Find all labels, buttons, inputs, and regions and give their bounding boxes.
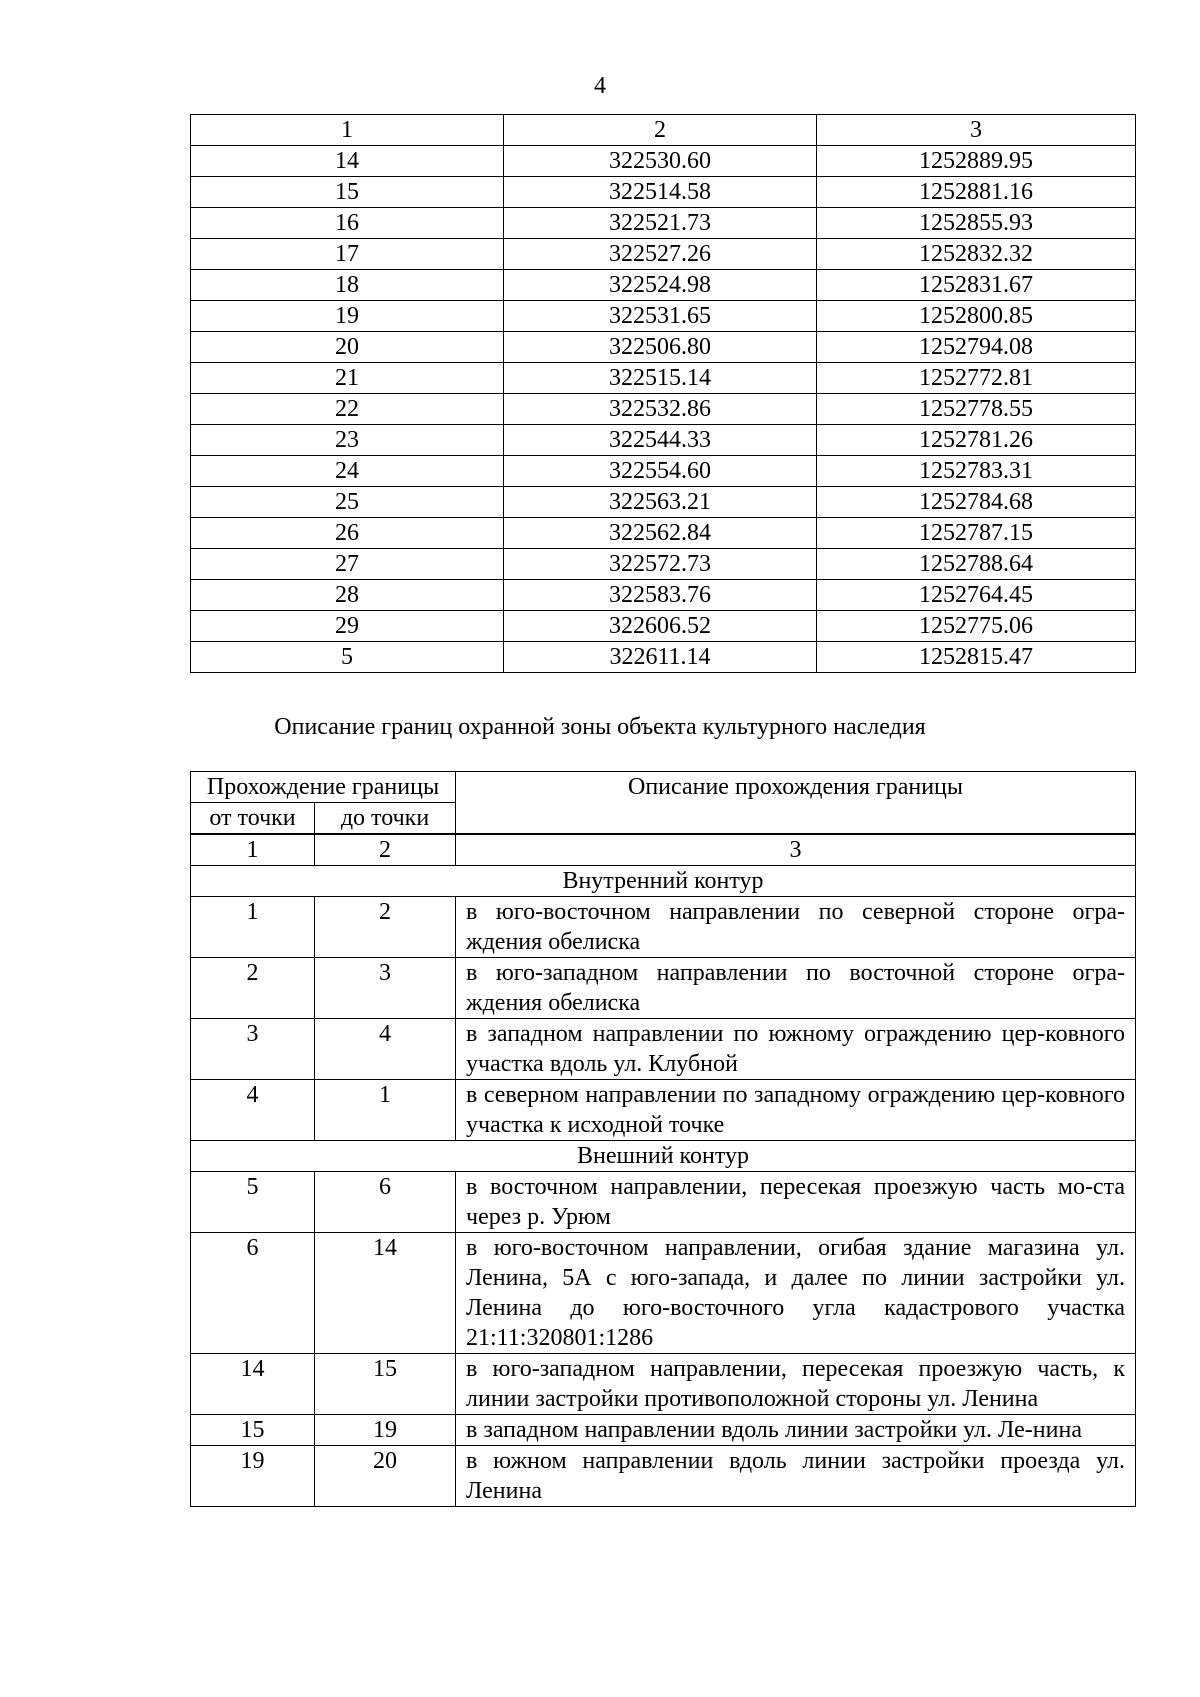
to-point: 1 bbox=[315, 1080, 456, 1141]
y-coordinate: 1252784.68 bbox=[817, 487, 1136, 518]
x-coordinate: 322521.73 bbox=[504, 208, 817, 239]
passage-description: в юго-восточном направлении, огибая здание магазина ул. Ленина, 5А с юго-запада, и далее по линии застройки ул. Ленина до юго-восточного угла кадастрового участка 21:11:320801:1286 bbox=[456, 1233, 1136, 1354]
x-coordinate: 322606.52 bbox=[504, 611, 817, 642]
column-header: 2 bbox=[504, 115, 817, 146]
passage-header: Прохождение границы bbox=[191, 772, 456, 803]
passage-description: в западном направлении вдоль линии застройки ул. Ле-нина bbox=[456, 1415, 1136, 1446]
inner-contour-row bbox=[191, 866, 1136, 897]
table-row bbox=[191, 611, 1136, 642]
from-point: 5 bbox=[191, 1172, 315, 1233]
column-number: 2 bbox=[315, 835, 456, 866]
from-point: 14 bbox=[191, 1354, 315, 1415]
page-number: 4 bbox=[594, 73, 606, 99]
y-coordinate: 1252781.26 bbox=[817, 425, 1136, 456]
from-point: 3 bbox=[191, 1019, 315, 1080]
x-coordinate: 322611.14 bbox=[504, 642, 817, 673]
y-coordinate: 1252788.64 bbox=[817, 549, 1136, 580]
description-header: Описание прохождения границы bbox=[456, 772, 1136, 834]
to-point: 19 bbox=[315, 1415, 456, 1446]
column-number: 1 bbox=[191, 835, 315, 866]
table-row bbox=[191, 301, 1136, 332]
y-coordinate: 1252889.95 bbox=[817, 146, 1136, 177]
passage-description: в юго-западном направлении по восточной стороне огра-ждения обелиска bbox=[456, 958, 1136, 1019]
column-number: 3 bbox=[456, 835, 1136, 866]
x-coordinate: 322514.58 bbox=[504, 177, 817, 208]
y-coordinate: 1252794.08 bbox=[817, 332, 1136, 363]
y-coordinate: 1252783.31 bbox=[817, 456, 1136, 487]
inner-contour-label: Внутренний контур bbox=[191, 866, 1136, 897]
point-number: 21 bbox=[191, 363, 504, 394]
boundary-row bbox=[191, 1080, 1136, 1141]
from-point: 4 bbox=[191, 1080, 315, 1141]
to-point: 4 bbox=[315, 1019, 456, 1080]
table-row bbox=[191, 177, 1136, 208]
table-row bbox=[191, 487, 1136, 518]
boundary-row bbox=[191, 1233, 1136, 1354]
point-number: 27 bbox=[191, 549, 504, 580]
x-coordinate: 322524.98 bbox=[504, 270, 817, 301]
table-row bbox=[191, 425, 1136, 456]
y-coordinate: 1252815.47 bbox=[817, 642, 1136, 673]
x-coordinate: 322572.73 bbox=[504, 549, 817, 580]
y-coordinate: 1252831.67 bbox=[817, 270, 1136, 301]
y-coordinate: 1252881.16 bbox=[817, 177, 1136, 208]
x-coordinate: 322563.21 bbox=[504, 487, 817, 518]
point-number: 18 bbox=[191, 270, 504, 301]
boundary-description-table bbox=[190, 771, 1136, 1507]
boundary-row bbox=[191, 1172, 1136, 1233]
x-coordinate: 322506.80 bbox=[504, 332, 817, 363]
table-row bbox=[191, 239, 1136, 270]
passage-description: в юго-западном направлении, пересекая проезжую часть, к линии застройки противоположной стороны ул. Ленина bbox=[456, 1354, 1136, 1415]
table-row bbox=[191, 394, 1136, 425]
x-coordinate: 322515.14 bbox=[504, 363, 817, 394]
x-coordinate: 322532.86 bbox=[504, 394, 817, 425]
from-point-header: от точки bbox=[191, 803, 315, 834]
point-number: 17 bbox=[191, 239, 504, 270]
to-point: 3 bbox=[315, 958, 456, 1019]
point-number: 14 bbox=[191, 146, 504, 177]
point-number: 16 bbox=[191, 208, 504, 239]
passage-description: в южном направлении вдоль линии застройки проезда ул. Ленина bbox=[456, 1446, 1136, 1507]
x-coordinate: 322583.76 bbox=[504, 580, 817, 611]
from-point: 6 bbox=[191, 1233, 315, 1354]
x-coordinate: 322554.60 bbox=[504, 456, 817, 487]
table-row bbox=[191, 549, 1136, 580]
y-coordinate: 1252775.06 bbox=[817, 611, 1136, 642]
passage-description: в западном направлении по южному ограждению цер-ковного участка вдоль ул. Клубной bbox=[456, 1019, 1136, 1080]
table-row bbox=[191, 642, 1136, 673]
table-row bbox=[191, 208, 1136, 239]
y-coordinate: 1252764.45 bbox=[817, 580, 1136, 611]
from-point: 15 bbox=[191, 1415, 315, 1446]
x-coordinate: 322527.26 bbox=[504, 239, 817, 270]
column-header: 3 bbox=[817, 115, 1136, 146]
to-point: 2 bbox=[315, 897, 456, 958]
table-row bbox=[191, 456, 1136, 487]
table-row bbox=[191, 146, 1136, 177]
point-number: 19 bbox=[191, 301, 504, 332]
to-point-header: до точки bbox=[315, 803, 456, 834]
point-number: 24 bbox=[191, 456, 504, 487]
x-coordinate: 322562.84 bbox=[504, 518, 817, 549]
boundary-row bbox=[191, 1354, 1136, 1415]
boundary-row bbox=[191, 958, 1136, 1019]
point-number: 28 bbox=[191, 580, 504, 611]
table-row bbox=[191, 580, 1136, 611]
point-number: 22 bbox=[191, 394, 504, 425]
passage-description: в восточном направлении, пересекая проезжую часть мо-ста через р. Урюм bbox=[456, 1172, 1136, 1233]
table-header-row bbox=[191, 115, 1136, 146]
column-header: 1 bbox=[191, 115, 504, 146]
section-title: Описание границ охранной зоны объекта культурного наследия bbox=[274, 714, 926, 740]
from-point: 1 bbox=[191, 897, 315, 958]
y-coordinate: 1252772.81 bbox=[817, 363, 1136, 394]
coordinates-table bbox=[190, 114, 1136, 673]
x-coordinate: 322544.33 bbox=[504, 425, 817, 456]
boundary-row bbox=[191, 1019, 1136, 1080]
boundary-row bbox=[191, 897, 1136, 958]
y-coordinate: 1252800.85 bbox=[817, 301, 1136, 332]
to-point: 15 bbox=[315, 1354, 456, 1415]
y-coordinate: 1252855.93 bbox=[817, 208, 1136, 239]
y-coordinate: 1252787.15 bbox=[817, 518, 1136, 549]
passage-description: в юго-восточном направлении по северной стороне огра-ждения обелиска bbox=[456, 897, 1136, 958]
outer-contour-label: Внешний контур bbox=[191, 1141, 1136, 1172]
passage-description: в северном направлении по западному ограждению цер-ковного участка к исходной точке bbox=[456, 1080, 1136, 1141]
to-point: 6 bbox=[315, 1172, 456, 1233]
table-row bbox=[191, 518, 1136, 549]
point-number: 26 bbox=[191, 518, 504, 549]
point-number: 15 bbox=[191, 177, 504, 208]
point-number: 23 bbox=[191, 425, 504, 456]
outer-contour-row bbox=[191, 1141, 1136, 1172]
from-point: 2 bbox=[191, 958, 315, 1019]
point-number: 25 bbox=[191, 487, 504, 518]
from-point: 19 bbox=[191, 1446, 315, 1507]
table-row bbox=[191, 332, 1136, 363]
x-coordinate: 322531.65 bbox=[504, 301, 817, 332]
point-number: 5 bbox=[191, 642, 504, 673]
to-point: 14 bbox=[315, 1233, 456, 1354]
table-row bbox=[191, 270, 1136, 301]
column-number-row bbox=[191, 835, 1136, 866]
point-number: 20 bbox=[191, 332, 504, 363]
table-row bbox=[191, 363, 1136, 394]
boundary-row bbox=[191, 1446, 1136, 1507]
to-point: 20 bbox=[315, 1446, 456, 1507]
boundary-row bbox=[191, 1415, 1136, 1446]
header-row bbox=[191, 772, 1136, 803]
y-coordinate: 1252832.32 bbox=[817, 239, 1136, 270]
x-coordinate: 322530.60 bbox=[504, 146, 817, 177]
y-coordinate: 1252778.55 bbox=[817, 394, 1136, 425]
point-number: 29 bbox=[191, 611, 504, 642]
